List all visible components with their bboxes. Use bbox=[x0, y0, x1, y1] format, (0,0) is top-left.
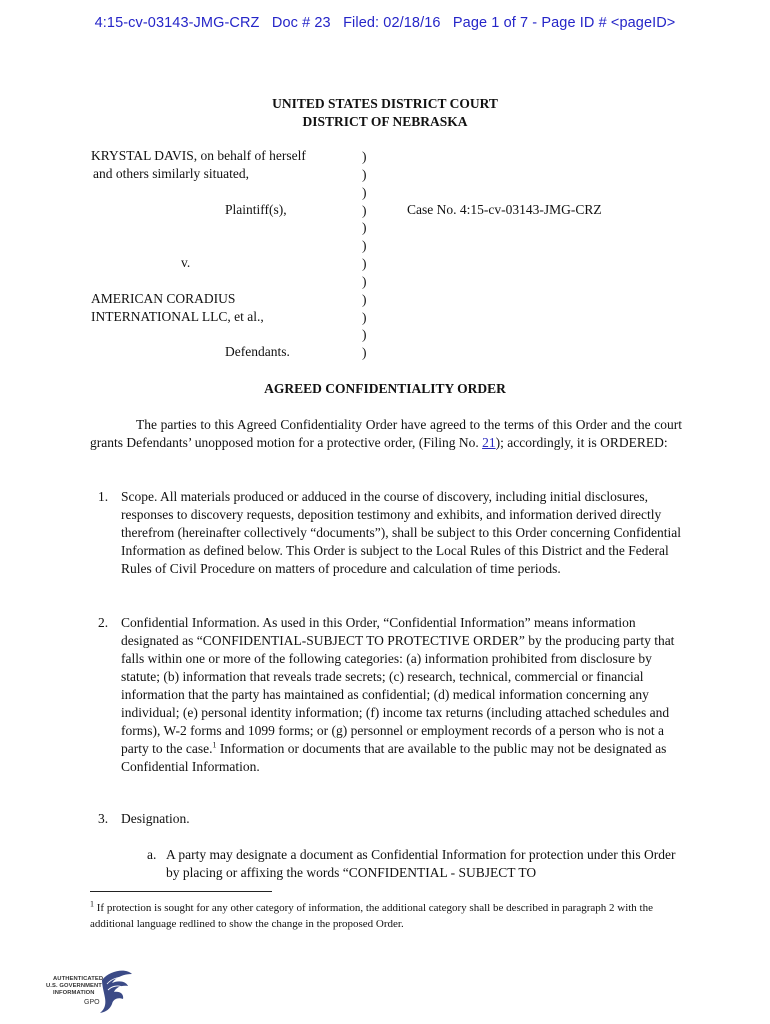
caption-paren: ) bbox=[362, 309, 367, 325]
defendant-role: Defendants. bbox=[225, 344, 290, 360]
subparagraph-number: a. bbox=[147, 847, 157, 862]
court-district: DISTRICT OF NEBRASKA bbox=[302, 114, 468, 129]
paragraph-confidential-information bbox=[98, 614, 684, 776]
intro-paragraph bbox=[90, 416, 682, 452]
gpo-logo-text: U.S. GOVERNMENT bbox=[46, 983, 102, 989]
defendant-name-cont: INTERNATIONAL LLC, et al., bbox=[91, 308, 264, 324]
caption-paren: ) bbox=[362, 291, 367, 307]
caption-paren: ) bbox=[362, 256, 367, 272]
caption-paren: ) bbox=[362, 273, 367, 289]
subparagraph-a bbox=[147, 846, 687, 882]
filing-link[interactable]: 21 bbox=[482, 435, 496, 450]
caption-paren: ) bbox=[362, 166, 367, 182]
paragraph-text: Designation. bbox=[121, 811, 190, 826]
gpo-authenticated-logo bbox=[44, 968, 134, 1014]
paragraph-number: 3. bbox=[98, 811, 109, 826]
gpo-logo-text: AUTHENTICATED bbox=[53, 976, 104, 982]
intro-text: The parties to this Agreed Confidentiality Order have agreed to the terms of this Order and the court grants Defendants’ unopposed motion for a protective order, (Filing No. bbox=[90, 417, 682, 450]
caption-paren: ) bbox=[362, 345, 367, 361]
caption-paren: ) bbox=[362, 184, 367, 200]
caption-paren: ) bbox=[362, 238, 367, 254]
subparagraph-text: A party may designate a document as Confidential Information for protection under this Order by placing or affixing the words “CONFIDENTIAL - SUBJECT TO bbox=[166, 847, 676, 880]
paragraph-number: 2. bbox=[98, 615, 109, 630]
court-heading bbox=[0, 95, 770, 131]
footnote-divider bbox=[90, 891, 272, 892]
defendant-name: AMERICAN CORADIUS bbox=[91, 290, 236, 306]
paragraph-text: Scope. All materials produced or adduced in the course of discovery, including initial disclosures, responses to discovery requests, deposition testimony and exhibits, and information derived directly therefrom (hereinafter collectively “documents”), shall be subject to this Order concerning Confidential Information as defined below. This Order is subject to the Local Rules of this District and the Federal Rules of Civil Procedure on matters of procedure and calculation of time periods. bbox=[121, 489, 682, 576]
caption-parentheses bbox=[362, 148, 372, 362]
paragraph-text-main: Confidential Information. As used in this Order, “Confidential Information” means information designated as “CONFIDENTIAL-SUBJECT TO PROTECTIVE ORDER” by the producing party that falls within one or more of the following categories: (a) information prohibited from disclosure by statute; (b) information that reveals trade secrets; (c) research, technical, commercial or financial information that the party has maintained as confidential; (d) medical information concerning any individual; (e) personal identity information; (f) income tax returns (including attached schedules and forms), W-2 forms and 1099 forms; or (g) personnel or employment records of a person who is not a party to the case. bbox=[121, 615, 675, 756]
caption-paren: ) bbox=[362, 327, 367, 343]
paragraph-designation bbox=[98, 810, 684, 828]
eagle-icon bbox=[96, 968, 136, 1014]
case-caption bbox=[91, 148, 691, 364]
caption-paren: ) bbox=[362, 202, 367, 218]
caption-paren: ) bbox=[362, 220, 367, 236]
footnote bbox=[90, 900, 680, 932]
plaintiff-name-cont: and others similarly situated, bbox=[93, 165, 249, 181]
case-number: Case No. 4:15-cv-03143-JMG-CRZ bbox=[407, 201, 602, 217]
court-name: UNITED STATES DISTRICT COURT bbox=[272, 96, 498, 111]
plaintiff-name: KRYSTAL DAVIS, on behalf of herself bbox=[91, 148, 306, 163]
footnote-marker: 1 bbox=[90, 899, 94, 909]
gpo-logo-text: GPO bbox=[84, 999, 100, 1006]
caption-paren: ) bbox=[362, 149, 367, 164]
plaintiff-role: Plaintiff(s), bbox=[225, 201, 287, 217]
gpo-logo-text: INFORMATION bbox=[53, 990, 95, 996]
footnote-text: If protection is sought for any other category of information, the additional category shall be described in paragraph 2 with the additional language redlined to show the change in the proposed Order. bbox=[90, 902, 653, 930]
versus: v. bbox=[181, 255, 191, 271]
intro-text-end: ); accordingly, it is ORDERED: bbox=[495, 435, 668, 450]
paragraph-scope bbox=[98, 488, 684, 578]
paragraph-number: 1. bbox=[98, 489, 109, 504]
ecf-header: 4:15-cv-03143-JMG-CRZ Doc # 23 Filed: 02/18/16 Page 1 of 7 - Page ID # <pageID> bbox=[94, 15, 676, 31]
paragraph-text bbox=[121, 614, 684, 776]
footnote-reference: 1 bbox=[212, 740, 217, 750]
order-title: AGREED CONFIDENTIALITY ORDER bbox=[264, 381, 506, 396]
paragraph-text-end: Information or documents that are available to the public may not be designated as Confidential Information. bbox=[121, 741, 667, 774]
